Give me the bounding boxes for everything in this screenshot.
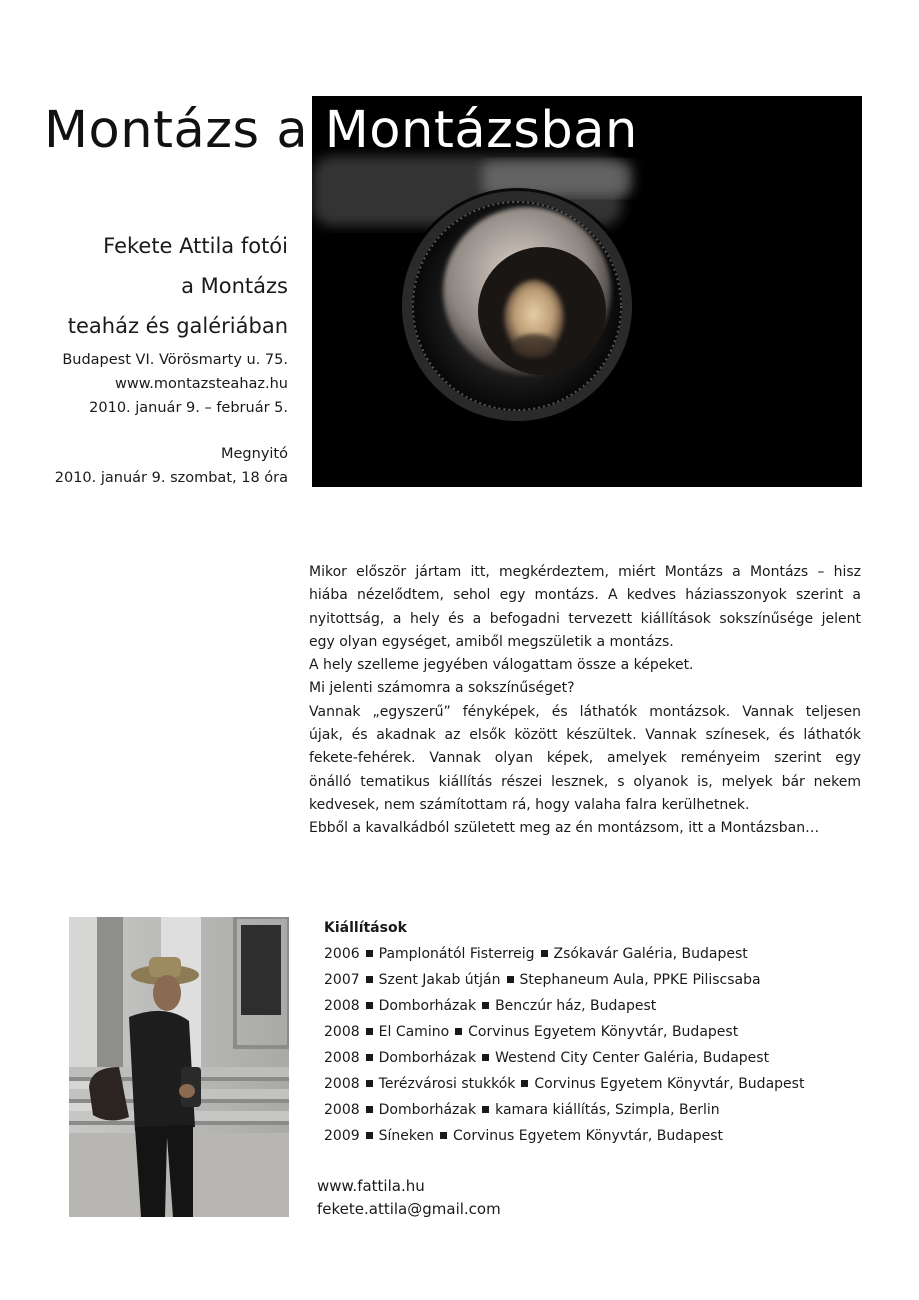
square-bullet-icon <box>366 950 373 957</box>
exhibition-title: Pamplonától Fisterreig <box>378 946 535 962</box>
artist-email-link[interactable]: fekete.attila@gmail.com <box>317 1200 501 1218</box>
statement-line: nyitottság, a hely és a befogadni tervezett kiállítások sokszínűsége jelent <box>309 610 861 627</box>
opening-datetime: 2010. január 9. szombat, 18 óra <box>54 470 288 486</box>
statement-line: Mikor először jártam itt, megkérdeztem, miért Montázs a Montázs – hisz <box>309 564 861 580</box>
exhibition-item <box>324 1123 804 1149</box>
statement-line: Ebből a kavalkádból született meg az én montázsom, itt a Montázsban… <box>309 820 820 837</box>
exhibition-title: Domborházak <box>378 1050 477 1066</box>
exhibition-year: 2009 <box>324 1128 360 1144</box>
exhibition-year: 2008 <box>324 1076 360 1092</box>
square-bullet-icon <box>482 1002 489 1009</box>
statement-line: A hely szelleme jegyében válogattam össze a képeket. <box>309 657 694 674</box>
subtitle-line-2: a Montázs <box>181 274 288 298</box>
exhibition-year: 2007 <box>324 972 360 988</box>
exhibition-item <box>324 967 804 993</box>
square-bullet-icon <box>482 1106 489 1113</box>
statement-line: fekete-fehérek. Vannak olyan képek, amelyek reményeim szerint egy <box>309 750 861 767</box>
exhibition-year: 2008 <box>324 1050 360 1066</box>
artist-statement <box>309 561 861 841</box>
venue-address: Budapest VI. Vörösmarty u. 75. <box>62 352 288 368</box>
exhibition-item <box>324 1045 804 1071</box>
photographer-portrait <box>69 917 289 1217</box>
artist-website-link[interactable]: www.fattila.hu <box>317 1177 425 1195</box>
exhibition-dates: 2010. január 9. – február 5. <box>89 400 288 416</box>
square-bullet-icon <box>507 976 514 983</box>
statement-line: önálló tematikus kiállítás részei lesznek, s olyanok is, melyek bár nekem <box>309 773 861 790</box>
venue-website: www.montazsteahaz.hu <box>115 376 288 392</box>
exhibition-item <box>324 1019 804 1045</box>
exhibition-venue: Corvinus Egyetem Könyvtár, Budapest <box>468 1024 739 1040</box>
title-part-2: Montázsban <box>324 101 638 160</box>
exhibition-title: Szent Jakab útján <box>378 972 501 988</box>
subtitle-line-3: teaház és galériában <box>67 314 288 338</box>
exhibition-item <box>324 993 804 1019</box>
subtitle <box>68 226 288 346</box>
exhibition-year: 2008 <box>324 998 360 1014</box>
exhibition-year: 2008 <box>324 1102 360 1118</box>
square-bullet-icon <box>455 1028 462 1035</box>
exhibitions-heading: Kiállítások <box>324 920 407 936</box>
statement-line: egy olyan egységet, amiből megszületik a montázs. <box>309 633 674 650</box>
square-bullet-icon <box>366 1106 373 1113</box>
square-bullet-icon <box>366 1132 373 1139</box>
exhibition-venue: Corvinus Egyetem Könyvtár, Budapest <box>453 1128 724 1144</box>
exhibition-venue: kamara kiállítás, Szimpla, Berlin <box>495 1102 720 1118</box>
square-bullet-icon <box>440 1132 447 1139</box>
opening-info <box>55 442 288 490</box>
square-bullet-icon <box>366 1002 373 1009</box>
subtitle-line-1: Fekete Attila fotói <box>103 234 288 258</box>
exhibition-venue: Benczúr ház, Budapest <box>495 998 657 1014</box>
square-bullet-icon <box>521 1080 528 1087</box>
statement-line: Vannak „egyszerű” fényképek, és láthatók montázsok. Vannak teljesen <box>309 703 861 720</box>
exhibition-title: Terézvárosi stukkók <box>378 1076 516 1092</box>
exhibition-item <box>324 1097 804 1123</box>
event-details <box>62 348 288 420</box>
statement-line: Mi jelenti számomra a sokszínűséget? <box>309 680 575 697</box>
exhibition-title: Domborházak <box>378 998 477 1014</box>
square-bullet-icon <box>366 1080 373 1087</box>
exhibition-title: Domborházak <box>378 1102 477 1118</box>
exhibition-item <box>324 1071 804 1097</box>
contact-info <box>317 1175 501 1221</box>
statement-line: hiába nézelődtem, sehol egy montázs. A kedves háziasszonyok szerint a <box>309 587 861 604</box>
page-title <box>44 96 638 166</box>
exhibition-year: 2006 <box>324 946 360 962</box>
square-bullet-icon <box>366 1028 373 1035</box>
square-bullet-icon <box>482 1054 489 1061</box>
exhibition-venue: Stephaneum Aula, PPKE Piliscsaba <box>519 972 761 988</box>
exhibition-venue: Westend City Center Galéria, Budapest <box>495 1050 770 1066</box>
exhibition-venue: Corvinus Egyetem Könyvtár, Budapest <box>534 1076 805 1092</box>
exhibition-year: 2008 <box>324 1024 360 1040</box>
square-bullet-icon <box>366 1054 373 1061</box>
exhibitions-list <box>324 915 804 1149</box>
statement-line: kedvesek, nem számítottam rá, hogy valaha falra kerülhetnek. <box>309 796 750 813</box>
exhibition-item <box>324 941 804 967</box>
exhibition-title: El Camino <box>378 1024 450 1040</box>
square-bullet-icon <box>541 950 548 957</box>
portrait-illustration <box>69 917 289 1217</box>
square-bullet-icon <box>366 976 373 983</box>
exhibition-title: Síneken <box>378 1128 434 1144</box>
opening-label: Megnyitó <box>221 446 288 462</box>
exhibition-venue: Zsókavár Galéria, Budapest <box>553 946 748 962</box>
title-part-1: Montázs a <box>44 101 325 160</box>
statement-line: újak, és akadnak az elsők között készültek. Vannak színesek, és láthatók <box>309 727 861 744</box>
